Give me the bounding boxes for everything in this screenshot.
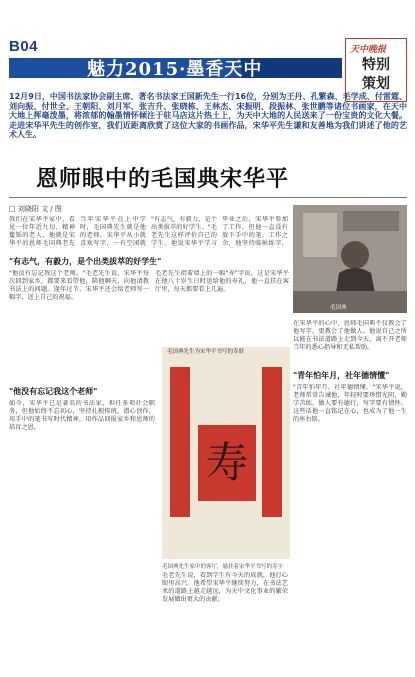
portrait-illustration [293,205,407,313]
page-number: B04 [9,38,39,55]
calligraphy-photo [162,347,290,559]
masthead [9,38,342,78]
shou-character: 寿 [205,438,248,487]
paragraph: 我们在宋华平家中，看见一位年近九旬、精神矍铄的老人，他就是宋华平的恩师毛国典老先 [9,216,75,247]
couplet-right [262,367,282,517]
paragraph: 在宋华平的心中，恩师毛国典不仅教会了他写字，更教会了他做人。他说自己之所以能在书法道路上走到今天，离不开老师当年的悉心指导和无私帮助。 [293,320,407,351]
couplet-left [170,367,190,517]
paragraph: 如今，宋华平已是著名的书法家，担任多项社会职务，但他始终不忘初心，坚持扎根传统，潜心创作，用手中的笔书写时代精神，用作品回报家乡和恩师的培育之恩。 [9,400,155,431]
paragraph: 毕业之后，宋华平参加了工作，但他一直没有放下手中的笔。工作之余，他坚持临帖练字， [222,216,288,247]
subhead: "有志气，有毅力，是个出类拔萃的好学生" [9,257,162,266]
portrait-photo [293,205,407,313]
paragraph: 毛老先生指着墙上的一幅"寿"字说，这是宋华平在他八十岁生日时送给他的寿礼，他一直挂在客厅里，每天都要看上几遍。 [155,270,289,293]
paragraph: 当年宋华平在上中学时，毛国典先生就是他的老师。宋华平从小就喜欢写字，一有空闲就 [80,216,146,247]
subhead: "青年怕年月，社年德情懂" [293,371,390,380]
photo-caption: 毛国典 [330,305,347,311]
shou-scroll [198,425,256,501]
photo-note: 毛国典先生为宋华平书写的寿联 [167,349,245,355]
subhead: "他没有忘记我这个老师" [9,387,98,396]
byline: □ 刘晓阳 文 / 图 [9,205,62,213]
paragraph: "青年怕年月，社年德情懂。"宋华平说，老师常常告诫他，年轻时要珍惜光阴，勤学苦练，做人要有德行，写字要有情怀。这些话他一直铭记在心，也成为了他一生的座右铭。 [293,384,407,423]
paragraph: 毛老先生说，看到学生有今天的成就，他打心眼里高兴。他希望宋华平继续努力，在书法艺术的道路上越走越远，为天中文化事业的繁荣发展做出更大的贡献。 [162,572,288,603]
paragraph: "有志气，有毅力，是个出类拔萃的好学生。"毛老先生这样评价自己的学生。他说宋华平学习 [151,216,217,247]
section-title: 魅力2015·墨香天中 [87,59,263,80]
intro-paragraph: 12月9日，中国书法家协会副主席、著名书法家王国新先生一行16位，分别为王丹、孔繁森、毛学成、付雷霆、刘向振、付世全、王朝阳、刘月军、张吉升、张晓栋、王林杰、宋振明、段振林、张世鹏等诸位书画家，在天中大地上挥毫泼墨，将浓郁的翰墨情怀倾注于驻马店这片热土上，为天中大地的人民送来了一份宝贵的文化大餐。走进宋华平先生的创作室，我们近距离欣赏了这位大家的书画作品，宋华平先生谦和友善地为我们讲述了他的艺术人生。 [9,92,407,139]
divider [9,197,407,198]
newspaper-brand: 天中晚报 [350,45,387,55]
special-feature-label: 特别 策划 [362,57,390,92]
photo-caption: 毛国典先生家中的客厅，悬挂着宋华平书写的寿字 [162,564,284,570]
article-headline: 恩师眼中的毛国典宋华平 [36,167,290,192]
paragraph: "他没有忘记我这个老师。"毛老先生说，宋华平每次回到家乡，都要来看望他，陪他聊天，向他请教书法上的问题。逢年过节，宋华平还会给老师写一幅字，送上自己的祝福。 [9,270,149,301]
